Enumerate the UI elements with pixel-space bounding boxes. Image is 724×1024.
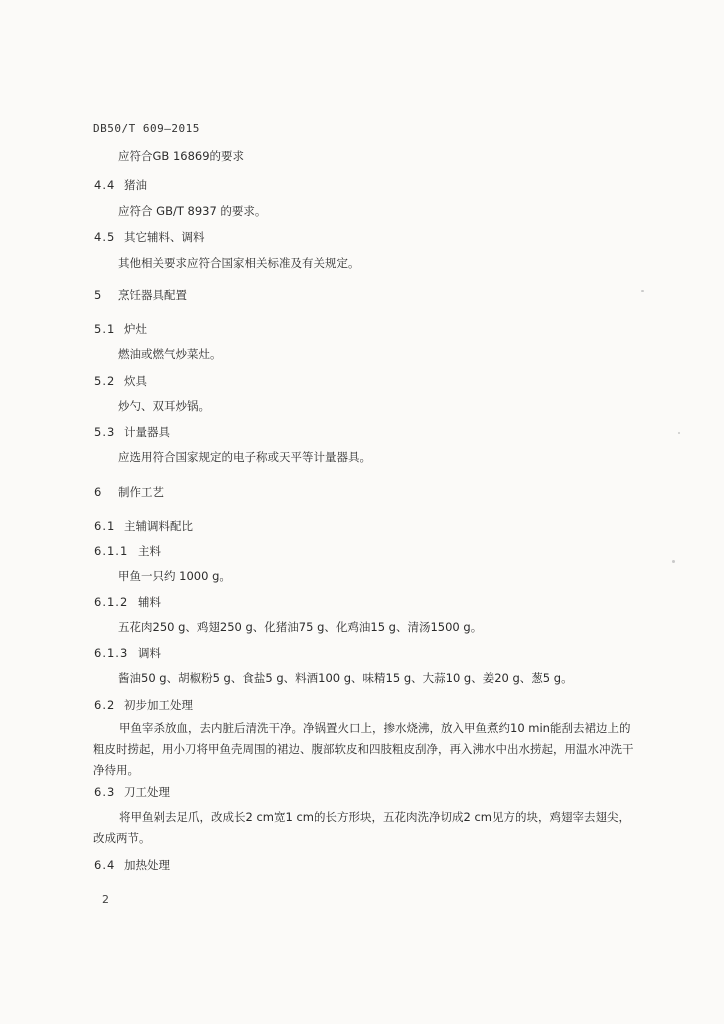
heading-title: 主料 [138, 544, 161, 558]
standard-code: DB50/T 609—2015 [93, 122, 200, 135]
heading-title: 炉灶 [124, 322, 147, 336]
heading-title: 初步加工处理 [124, 698, 193, 712]
heading-number: 6.1.2 [94, 595, 129, 609]
section-heading-5-3 [94, 424, 170, 440]
text-line: 甲鱼一只约 1000 g。 [118, 569, 231, 583]
section-heading-4-5 [94, 229, 205, 245]
section-heading-5-1 [94, 321, 147, 337]
heading-number: 6.1 [94, 519, 116, 533]
text-line: 应符合 GB/T 8937 的要求。 [118, 204, 267, 218]
heading-title: 刀工处理 [124, 785, 170, 799]
heading-title: 制作工艺 [118, 485, 164, 499]
section-heading-6-3 [94, 784, 170, 800]
section-heading-6-4 [94, 857, 170, 873]
section-heading-6-1-1 [94, 543, 161, 559]
section-heading-4-4 [94, 177, 147, 193]
scan-speck [672, 560, 675, 563]
heading-number: 5.1 [94, 322, 116, 336]
section-heading-6-1-2 [94, 594, 161, 610]
section-heading-5-2 [94, 373, 147, 389]
heading-number: 4.4 [94, 178, 116, 192]
text-line: 其他相关要求应符合国家相关标准及有关规定。 [118, 256, 360, 270]
heading-number: 5 [94, 288, 103, 302]
heading-number: 6.3 [94, 785, 116, 799]
heading-title: 加热处理 [124, 858, 170, 872]
heading-number: 6.4 [94, 858, 116, 872]
paragraph: 甲鱼宰杀放血，去内脏后清洗干净。净锅置火口上，掺水烧沸，放入甲鱼煮约10 min能刮去裙边上的粗皮时捞起，用小刀将甲鱼壳周围的裙边、腹部软皮和四肢粗皮刮净，再入沸水中出水捞起，用温水冲洗干净待用。 [93, 721, 634, 777]
section-heading-5 [94, 287, 187, 303]
heading-number: 5.3 [94, 425, 116, 439]
text-line: 应符合GB 16869的要求 [118, 149, 245, 163]
text-line: 燃油或燃气炒菜灶。 [118, 347, 222, 361]
section-heading-6 [94, 484, 164, 500]
section-heading-6-2 [94, 697, 193, 713]
section-heading-6-1-3 [94, 645, 161, 661]
scan-speck [641, 290, 644, 292]
heading-title: 辅料 [138, 595, 161, 609]
section-heading-6-1 [94, 518, 193, 534]
heading-title: 计量器具 [124, 425, 170, 439]
heading-number: 6.1.3 [94, 646, 129, 660]
heading-title: 炊具 [124, 374, 147, 388]
heading-number: 6.1.1 [94, 544, 129, 558]
page-number: 2 [102, 893, 109, 906]
heading-title: 调料 [138, 646, 161, 660]
text-line: 应选用符合国家规定的电子称或天平等计量器具。 [118, 450, 371, 464]
heading-number: 6.2 [94, 698, 116, 712]
heading-number: 5.2 [94, 374, 116, 388]
heading-title: 主辅调料配比 [124, 519, 193, 533]
text-line: 炒勺、双耳炒锅。 [118, 399, 210, 413]
text-line: 五花肉250 g、鸡翅250 g、化猪油75 g、化鸡油15 g、清汤1500 g。 [118, 620, 483, 634]
paragraph: 将甲鱼剁去足爪，改成长2 cm宽1 cm的长方形块，五花肉洗净切成2 cm见方的块，鸡翅宰去翅尖，改成两节。 [93, 810, 630, 845]
heading-title: 其它辅料、调料 [124, 230, 205, 244]
heading-title: 猪油 [124, 178, 147, 192]
heading-number: 4.5 [94, 230, 116, 244]
heading-title: 烹饪器具配置 [118, 288, 187, 302]
text-line: 酱油50 g、胡椒粉5 g、食盐5 g、料酒100 g、味精15 g、大蒜10 g、姜20 g、葱5 g。 [118, 671, 573, 685]
scan-speck [678, 432, 680, 434]
heading-number: 6 [94, 485, 103, 499]
